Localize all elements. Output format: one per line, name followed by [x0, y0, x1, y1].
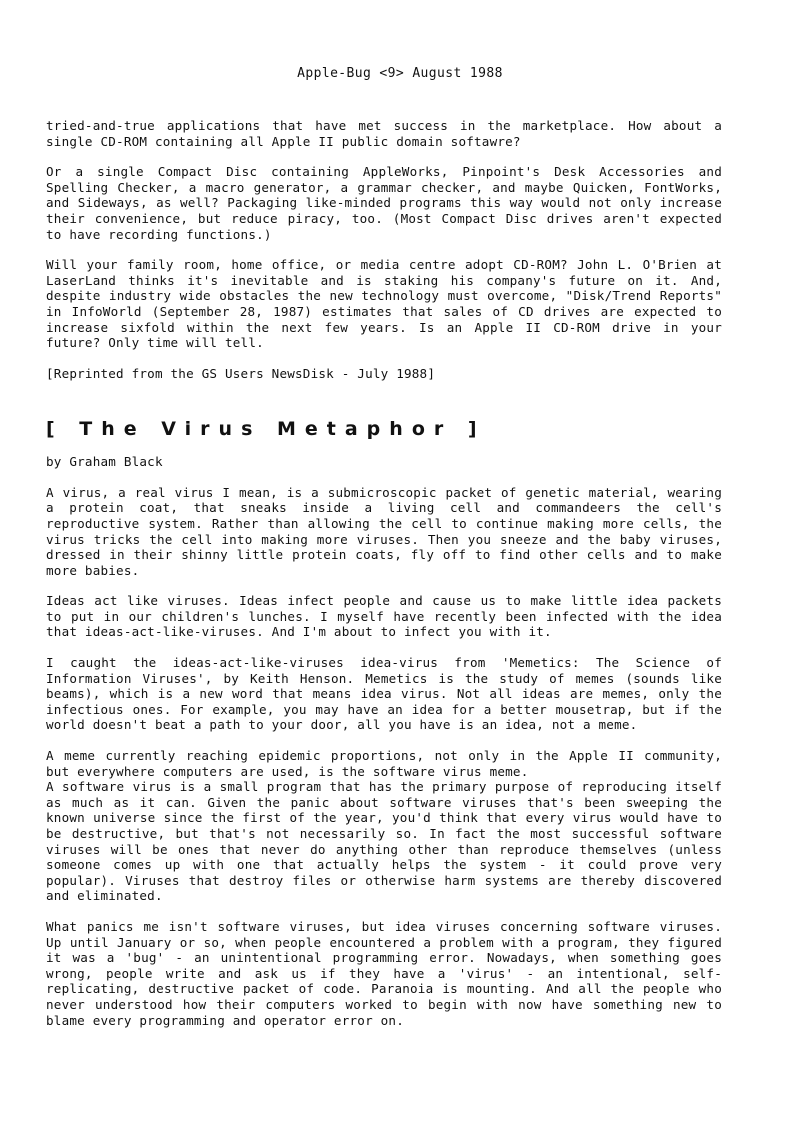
running-head: Apple-Bug <9> August 1988 — [297, 66, 503, 81]
article-paragraph: A virus, a real virus I mean, is a submicroscopic packet of genetic material, wearing a protein coat, that sneaks inside a living cell and commandeers the cell's reproductive system. Rather than allowing the cell to continue making more cells, the virus tricks the cell into making more viruses. Then you sneeze and the baby viruses, dressed in their shinny little protein coats, fly off to find other cells and to make more babies. — [46, 484, 722, 578]
reprint-note: [Reprinted from the GS Users NewsDisk - July 1988] — [46, 365, 436, 381]
article-paragraph: A software virus is a small program that has the primary purpose of reproducing itself as much as it can. Given the panic about software viruses that's been sweeping the known universe since the first of the year, you'd think that every virus would have to be destructive, but that's not necessarily so. In fact the most successful software viruses will be ones that never do anything other than reproduce themselves (unless someone comes up with one that actually helps the system - it could prove very popular). Viruses that destroy files or otherwise harm systems are thereby discovered and eliminated. — [46, 779, 722, 904]
prev-article-paragraph: Or a single Compact Disc containing AppleWorks, Pinpoint's Desk Accessories and Spelling Checker, a macro generator, a grammar checker, and maybe Quicken, FontWorks, and Sideways, as well? Packaging like-minded programs this way would not only increase their convenience, but reduce piracy, too. (Most Compact Disc drives aren't expected to have recording functions.) — [46, 164, 722, 242]
article-paragraph: I caught the ideas-act-like-viruses idea-virus from 'Memetics: The Science of Information Viruses', by Keith Henson. Memetics is the study of memes (sounds like beams), which is a new word that means idea virus. Not all ideas are memes, only the infectious ones. For example, you may have an idea for a better mousetrap, but if the world doesn't beat a path to your door, all you have is an idea, not a meme. — [46, 655, 722, 733]
prev-article-paragraph: tried-and-true applications that have met success in the marketplace. How about a single CD-ROM containing all Apple II public domain softawre? — [46, 118, 722, 149]
page-content — [46, 118, 722, 1043]
article-paragraph: Ideas act like viruses. Ideas infect people and cause us to make little idea packets to put in our children's lunches. I myself have recently been infected with the idea that ideas-act-like-viruses. And I'm about to infect you with it. — [46, 593, 722, 640]
article-paragraph: A meme currently reaching epidemic proportions, not only in the Apple II community, but everywhere computers are used, is the software virus meme. — [46, 748, 722, 779]
prev-article-paragraph: Will your family room, home office, or media centre adopt CD-ROM? John L. O'Brien at LaserLand thinks it's inevitable and is staking his company's future on it. And, despite industry wide obstacles the new technology must overcome, "Disk/Trend Reports" in InfoWorld (September 28, 1987) estimates that sales of CD drives are expected to increase sixfold within the next few years. Is an Apple II CD-ROM drive in your future? Only time will tell. — [46, 257, 722, 351]
article-title: [ The Virus Metaphor ] — [46, 417, 486, 440]
article-paragraph: What panics me isn't software viruses, but idea viruses concerning software viruses. Up until January or so, when people encountered a problem with a program, they figured it was a 'bug' - an unintentional programming error. Nowadays, when something goes wrong, people write and ask us if they have a 'virus' - an intentional, self-replicating, destructive packet of code. Paranoia is mounting. And all the people who never understood how their computers worked to begin with now have something new to blame every programming and operator error on. — [46, 918, 722, 1028]
article-byline: by Graham Black — [46, 453, 163, 469]
